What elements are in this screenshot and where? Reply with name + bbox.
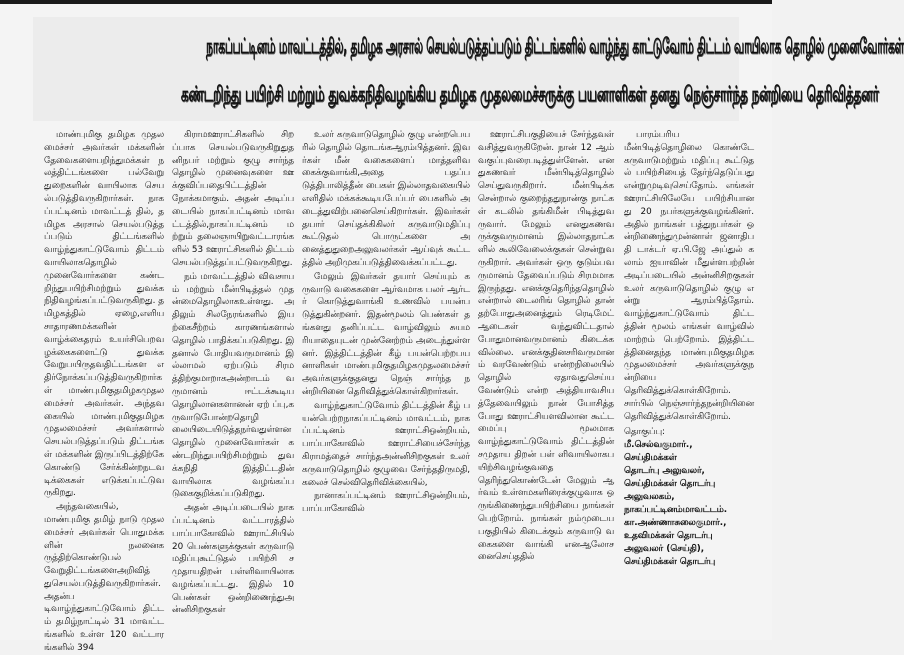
- paragraph: ஊராட்சிபகுதியைச் சேர்ந்தவள் வசித்துவருகிறேன். நான் 12 ஆம் வகுப்புவரைபடித்துள்ளேன். எனதுகணவர் மீன்பிடித்தொழில் செய்துவருகிறார். மீன்பிடிக்க சென்றால் குறைந்ததுநான்கு நாட்கள் கடலில் தங்கிமீன் பிடித்துவருவார். மேலும் எனதுகணவருக்குவருமானம் இல்லாதநாட்களில் கூலிவேலைக்குகள் சென்றுவருகிறார். அவர்கள் ஒரு குடும்பவருமானம் தேவைப்படும் சிரமமாகஇருந்தது. எனக்குதெரிந்ததொழில் என்றால் டைலரிங் தொழில் தான் தற்போதுஅனைத்தும் ரெடிமேட் ஆடைகள் வந்துவிட்டதால் போதுமானவருமானம் கிடைக்கவில்லை. எனக்குதினசரிவருமானம் வரவேண்டும் என்றநிலையில் தொழில் ஏதாவதுசெய்யவேண்டும் என்ற அத்தியாவசியத்தேவையிலும் நான் யோசித்த போது ஊராட்சியளவிலான கூட்டமைப்பு மூலமாகவாழ்ந்துகாட்டுவோம் திட்டத்தின் சமுதாய திறன் பள் ளிவாயிலாகபயிற்சிவழங்குவதை தெரிந்துகொண்டேன் மேலும் ஆர்வம் உள்ளமகளிரைக்குழுவாக ஒருங்கிணைந்துபயிற்சியை நாங்கள் பெற்றோம். நாங்கள் நம்முடைய பகுதியில் கிடைக்கும் கருவாடு வகைகளை வாங்கி எனஆலோசனைசெய்ததில்: [478, 130, 614, 563]
- credit-line: செய்திமக்கள் தொடர்பு: [624, 557, 716, 568]
- credit-line: கா.அண்ணாசுலைகுமார்.,: [624, 518, 727, 529]
- headline-block: [33, 17, 904, 121]
- credits-lead: தொகுப்பு:: [624, 427, 665, 438]
- paragraph: பாரம்பரியமீன்பிடித்தொழிலை கொண்டே கருவாடுமற்றும் மதிப்பு கூட்டுதல் பயிற்சியைத் தேர்ந்தெடுப்பது என்றுமுடிவுசெய்தோம். எங்கள் ஊராட்சியிலேயே பயிற்சியானது 20 நபர்களுக்குவழங்கினர். அதில் நாங்கள் பத்துநபர்கள் ஒன்றிணைந்துமுன்னாள் ஜனாதிபதி டாக்டர் ஏ.பி.ஜே அப்துல் கலாம் ஐயாவின் மீதுள்ளபற்றின் அடிப்படையில் அன்னிசிறகுகள் உலர் கருவாடுதொழில் குழு என்று ஆரம்பித்தோம். வாழ்ந்துகாட்டுவோம் திட்டத்தின் மூலம் எங்கள் வாழ்வில் மாற்றம் பெற்றோம். இத்திட்டத்தினைதந்த மாண்புமிகுதமிழகமுதலமைச்சர் அவர்களுக்குநன்றியை தெரிவித்துக்கொள்கிறோம். சார்பில் நெஞ்சார்ந்தநன்றியினை தெரிவித்துக்கொள்கிறோம்.: [624, 130, 754, 422]
- credit-line: அலுவலர் (செய்தி),: [624, 544, 705, 555]
- article-column-2: [172, 129, 294, 637]
- paragraph: வாழ்ந்துகாட்டுவோம் திட்டத்தின் கீழ் பயன்பெற்றநாகப்பட்டினம் மாவட்டம், நாகப்பட்டினம் ஊராட்சிஒன்றியம்,பாப்பாகோவில் ஊராட்சியைச்சேர்ந்த கிராமத்தைச் சார்ந்தஅன்னிசிறகுகள் உலர் கருவாடுதொழில் குழுவை சேர்ந்ததிருமதி, கலைச் செல்விதெரிவிக்கையில்,: [302, 400, 470, 488]
- paragraph: அந்தவகையில், மாண்புமிகு தமிழ் நாடு முதலமைச்சர் அவர்கள் பொதுமக்களின் நலனைகருத்திற்கொண்டுபல் வேறுதிட்டங்களைஅறிவித் துசெயல்படுத்திவருகிறார்கள். அதன்படிவாழ்ந்துகாட்டுவோம் திட்டம் தமிழ்நாட்டில் 31 மாவட்டங்களில் உள்ள 120 வட்டாரங்களில் 394: [44, 502, 164, 653]
- paragraph: நானாகப்பட்டினம் ஊராட்சிஒன்றியம்,பாப்பாகோவில்: [302, 491, 470, 515]
- credit-line: மீ.செல்வகுமார்.,: [624, 440, 693, 451]
- article-column-1: [44, 129, 164, 653]
- credit-line: செய்திமக்கள்: [624, 453, 677, 464]
- paragraph: அதன் அடிப்படையில் நாகப்பட்டினம் வட்டாரத்தில் பாப்பாகோவில் ஊராட்சியில் 20 பெண்களுக்குகள் கருவாடு மதிப்புகூட்டுதல் பயிற்சி சமுதாயதிறன் பள்ளிவாயிலாக வழங்கப்பட்டது. இதில் 10 பெண்கள் ஒன்றிணைந்துஅன்னிசிறகுகள்: [172, 503, 294, 616]
- top-border: [0, 0, 772, 4]
- paragraph: மாண்புமிகு தமிழக முதலமைச்சர் அவர்கள் மக்களின் தேவைகளையறிந்துமக்கள் நலத்திட்டங்களை பல்வேறு துறைகளின் வாயிலாக செயல்படுத்திவருகிறார்கள். நாகப்பட்டினம் மாவட்டத் தில், தமிழக அரசால் செயல்படுத்தப்படும் திட்டங்களில் வாழ்ந்துகாட்டுவோம் திட்டம் வாயிலாகதொழில் முனைவோர்களை கண்டறிந்துபயிற்சிமற்றும் துவக்கநிதிவழங்கப்பட்டுவருகிறது. தமிழகத்தில் ஏழை,எளிய சாதாரணமக்களின் வாழ்க்கைதரம் உயர்சிபெறவழக்கைகளைட்டு துவக்கவேறுபயிருதவதிட்டங்கள எதிர்நோக்கப்படுத்திவருகிறார்கள் மாண்புமிகுதமிழகமுதலமைச்சர் அவர்கள். அந்தவகையில் மாண்புமிகுதமிழகமுதலமைச்சர் அவர்களால் செயல்படுத்தப்படும் திட்டங்கள் மக்களின் இருப்பிடத்திற்கே கொண்டு சேர்க்கின்றநடவடிக்கைகள் எடுக்கப்பட்டுவருகிறது.: [44, 130, 164, 499]
- credit-line: செய்திமக்கள் தொடர்பு: [624, 479, 716, 490]
- article-column-5: [624, 129, 754, 637]
- credit-line: தொடர்பு அலுவலர்,: [624, 466, 705, 477]
- author-credits: [624, 426, 754, 569]
- credit-line: உதவிமக்கள் தொடர்பு: [624, 531, 713, 542]
- paragraph: உலர் கருவாடுதொழில் குழு என்றபெயரில் தொழில் தொடங்கஆரம்பித்தனர். இவர்கள் மீன் வகைகளைப் மாத்தளிவகைக்குவாங்கி,அதை பதப்படுத்திபாலித்தீன் பைகள் இல்லாதவகையில் எளிதில் மக்கக்கூடியபேப்பர் பைகளில் அடைத்துவிற்பனைசெய்கிறார்கள். இவர்கள் தயார் செய்தக்கிகிலர் கருவாடுமதிப்பு கூட்டுதல் பொருட்களை அனைத்துதுறைஅலுவலர்கள் ஆய்வுக் கூட்டத்தில் அறிமுகப்படுத்திவைக்கப்பட்டது.: [302, 130, 470, 268]
- credit-line: நாகப்பட்டினம்மாவட்டம்.: [624, 505, 728, 516]
- credit-line: அலுவலகம்,: [624, 492, 675, 503]
- paragraph: கிராமஊராட்சிகளில் சிறப்பாக செயல்படுவருகிறுதுதனிநபர் மற்றும் குழு சார்ந்ததொழில் முனைவுகளை ஊக்குவிப்பதைபிட்டத்தின் நோக்கமாகும். அதன் அடிப்படையில் நாகப்பட்டினம் மாவட்டத்தில்,நாகப்பட்டினம் மற்றும் தலைஞாயிறுவட்டாரங்களில் 53 ஊராட்சிகளில் திட்டம் செயல்படுத்தப்பட்டுவருகிறது.: [172, 130, 294, 268]
- headline-line-1: நாகப்பட்டினம் மாவட்டத்தில், தமிழக அரசால் செயல்படுத்தப்படும் திட்டங்களில் வாழ்ந்து காட்டுவோம் திட்டம் வாயிலாக தொழில் முனைவோர்கள்: [206, 34, 904, 58]
- article-column-3: [302, 129, 470, 637]
- headline-line-2: கண்டறிந்து பயிற்சி மற்றும் துவக்கநிதிவழங்கிய தமிழக முதலமைச்சருக்கு பயனாளிகள் தனது நெஞ்சார்ந்த நன்றியை தெரிவித்தனர்: [180, 82, 879, 106]
- article-column-4: [478, 129, 614, 637]
- paragraph: நம் மாவட்டத்தில் விவசாயம் மற்றும் மீன்பிடித்தல் முதன்மைதொழிலாகஉள்ளது. அதிலும் சிலநேரங்களில் இயற்கைசீற்றம் காரணங்களால் தொழில் பாதிக்கப்படுகிறது. இதனால் போதியவருமானம் இல்லாமல் ஏற்படும் சிரமத்திற்குமாறாகஅன்றாடம் வருமானம் ஈட்டக்கூடிய தொழிலானகளானன் ஏற் ப்பு,கருவாடுபோன்றதொழி லையிடையிடுத்தநர்வதுள்ளன தொழில் முனைவோர்கள் கண்டறிந்துபயிற்சிமற்றும் துவக்கநிதி இத்திட்டதின் வாயிலாக வழங்கப்படுகைகுறிக்கப்படுகிறது.: [172, 271, 294, 500]
- paragraph: மேலும் இவர்கள் தயார் செய்யும் கருவாடு வகைகளை ஆர்வமாக பலர் ஆர்டர் கொடுத்துவாங்கி உணவில் பயன்படுத்துகின்றனர். இதன்மூலம் பெண்கள் தங்களது தனிப்பட்ட வாழ்விலும் சுயமரியாதையுடன் முன்னேற்றம் அடைந்துள்ளனர். இத்திட்டத்தின் கீழ் பயன்பெற்றபயனாளிகள் மாண்புமிகுதமிழகமுதலமைச்சர் அவர்களுக்குதனது நெஞ் சார்ந்த நன்றியினை தெரிவித்துக்கொள்கிறார்கள்.: [302, 271, 470, 397]
